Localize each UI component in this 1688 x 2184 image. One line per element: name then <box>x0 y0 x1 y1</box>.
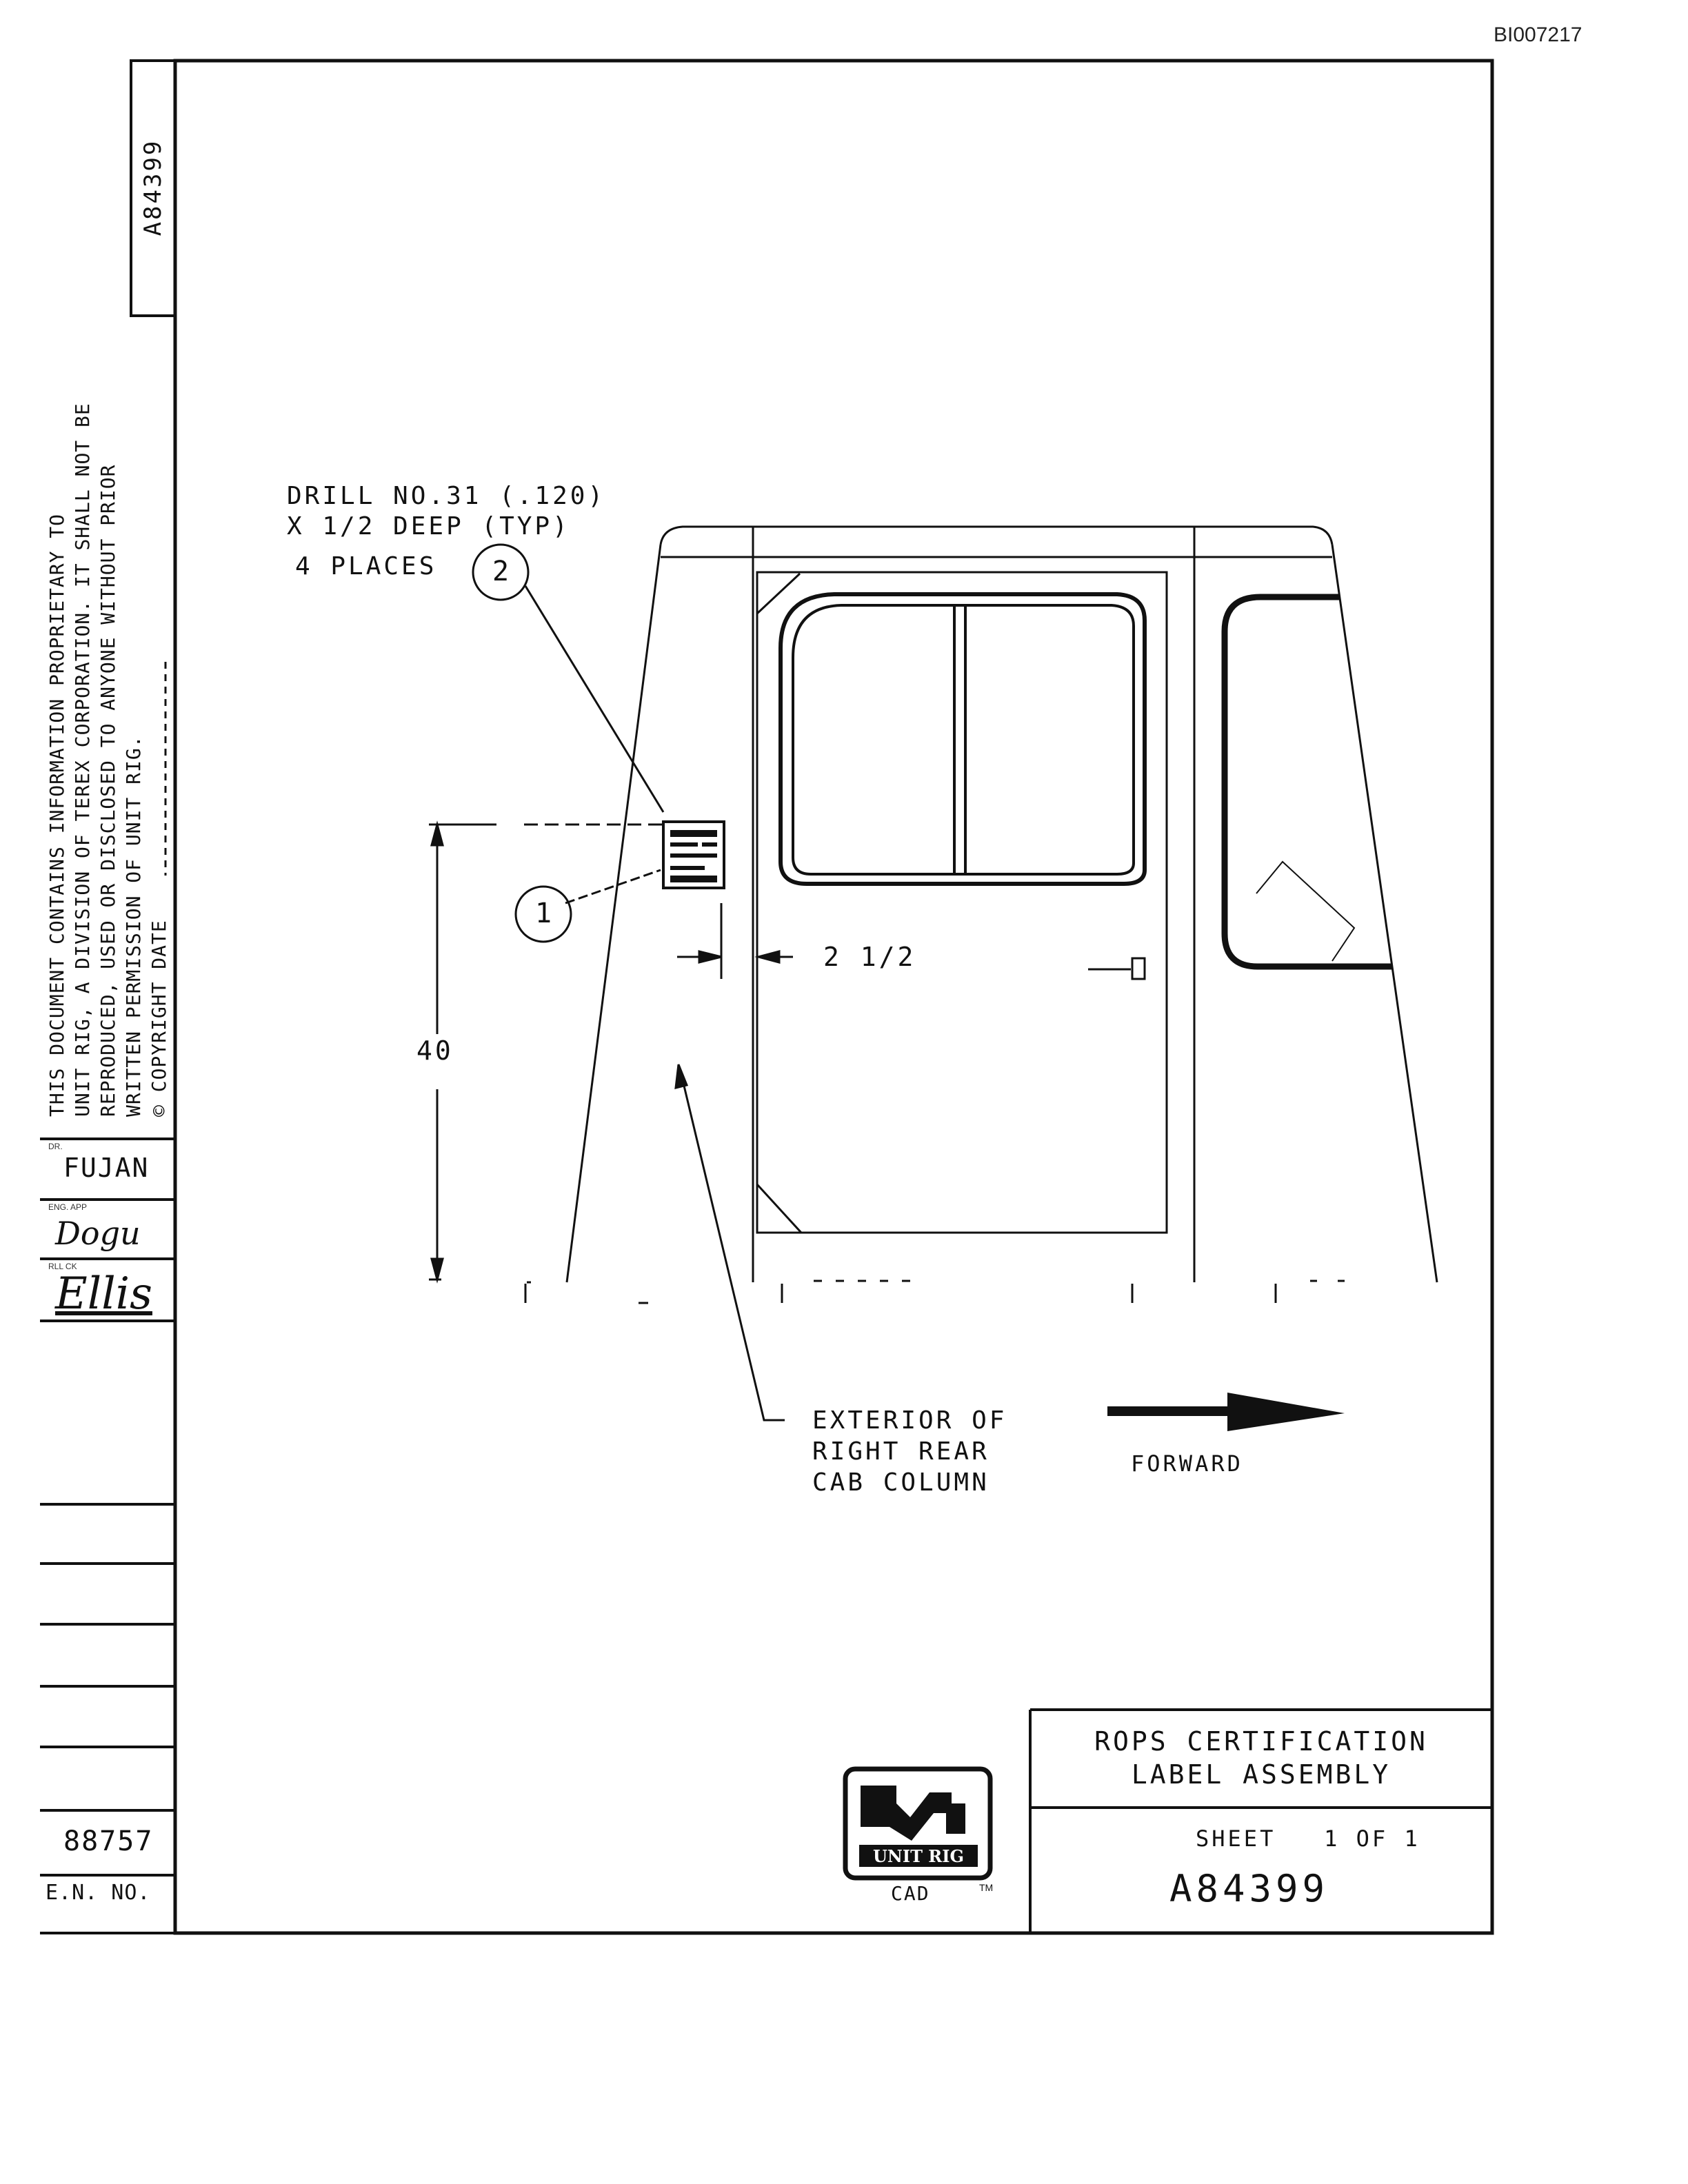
title-line-1: ROPS CERTIFICATION <box>1094 1726 1428 1757</box>
door-window <box>781 594 1145 884</box>
door-handle-icon <box>1088 958 1145 979</box>
proprietary-notice <box>44 317 172 1117</box>
forward-arrow-icon <box>1107 1393 1345 1431</box>
tm-label: TM <box>979 1882 994 1893</box>
drill-callout-line-2: X 1/2 DEEP (TYP) <box>287 512 570 540</box>
title-drawing-number: A84399 <box>1169 1867 1329 1910</box>
label-plate <box>663 822 724 888</box>
dr-name: FUJAN <box>63 1153 150 1183</box>
drill-callout <box>287 481 605 582</box>
balloon-1-label: 1 <box>534 898 552 929</box>
bates-number: BI007217 <box>1494 23 1582 46</box>
notice-line-2: UNIT RIG, A DIVISION OF TEREX CORPORATION. IT SHALL NOT BE <box>71 403 94 1117</box>
notice-line-4: WRITTEN PERMISSION OF UNIT RIG. <box>122 735 145 1117</box>
cad-label: CAD <box>891 1882 930 1905</box>
en-label: E.N. NO. <box>46 1881 151 1905</box>
ground-line <box>525 1281 1352 1303</box>
logo-text: UNIT RIG <box>873 1846 964 1866</box>
dr-label: DR. <box>48 1142 63 1151</box>
sheet-border <box>175 61 1492 1933</box>
notice-line-1: THIS DOCUMENT CONTAINS INFORMATION PROPRIETARY TO <box>46 513 68 1117</box>
en-number: 88757 <box>63 1826 154 1857</box>
drill-callout-line-1: DRILL NO.31 (.120) <box>287 482 606 510</box>
horizontal-dimension <box>677 903 793 979</box>
eng-app-signature: Dogu <box>55 1215 141 1252</box>
exterior-leader <box>676 1064 785 1420</box>
exterior-note-line-2: RIGHT REAR <box>812 1437 989 1466</box>
drill-callout-line-3: 4 PLACES <box>295 552 437 580</box>
forward-label: FORWARD <box>1131 1450 1243 1477</box>
dim-horizontal-label: 2 1/2 <box>823 942 916 972</box>
exterior-note <box>812 1405 1007 1498</box>
signature-row-lines <box>40 1139 175 1933</box>
balloon-2-leader <box>525 586 663 812</box>
chk-label: RLL CK <box>48 1262 77 1271</box>
exterior-note-line-3: CAB COLUMN <box>812 1468 989 1497</box>
drawing-number-vertical: A84399 <box>139 139 167 236</box>
title-line-2: LABEL ASSEMBLY <box>1131 1759 1391 1790</box>
notice-line-3: REPRODUCED, USED OR DISCLOSED TO ANYONE WITHOUT PRIOR <box>97 464 119 1117</box>
exterior-note-line-1: EXTERIOR OF <box>812 1406 1007 1435</box>
eng-app-label: ENG. APP <box>48 1202 88 1212</box>
notice-line-5: © COPYRIGHT DATE <box>148 920 170 1117</box>
chk-signature: Ellis <box>55 1268 152 1320</box>
balloon-2-label: 2 <box>492 556 510 587</box>
vertical-dimension <box>429 825 662 1280</box>
dim-vertical-label: 40 <box>416 1035 454 1066</box>
sheet-number: SHEET 1 OF 1 <box>1196 1826 1420 1852</box>
cab-outline <box>567 527 1437 1282</box>
